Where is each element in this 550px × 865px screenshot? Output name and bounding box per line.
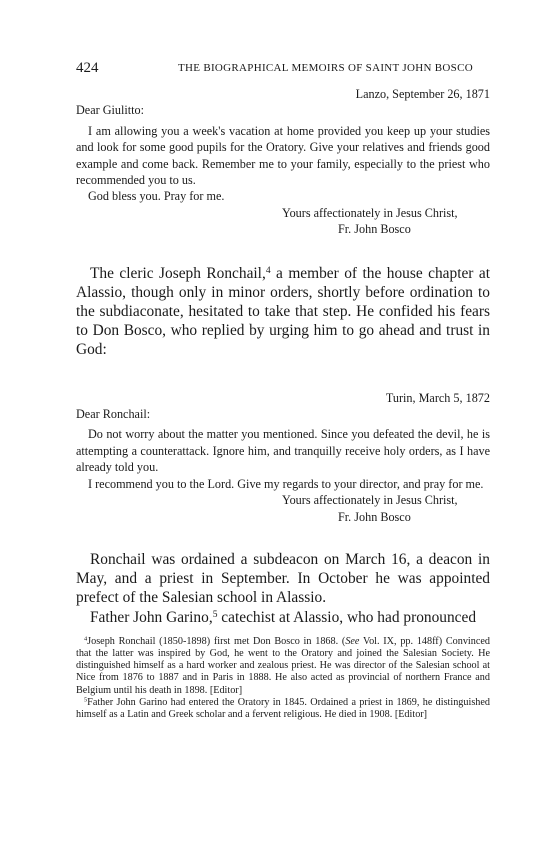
narrative-text: The cleric Joseph Ronchail, bbox=[90, 264, 266, 282]
footnote-reference: 4 bbox=[265, 264, 271, 276]
footnote bbox=[76, 636, 490, 697]
letter-to-giulitto bbox=[76, 86, 490, 238]
letter-paragraph: I recommend you to the Lord. Give my regards to your director, and pray for me. bbox=[88, 476, 484, 491]
letter-salutation: Dear Ronchail: bbox=[76, 407, 151, 422]
footnote-text: Father John Garino had entered the Oratory in 1845. Ordained a priest in 1869, he distinguished himself as a Latin and Greek scholar and a fervent religious. He died in 1908. [Editor] bbox=[76, 696, 490, 720]
page-header bbox=[76, 60, 490, 80]
letter-salutation: Dear Giulitto: bbox=[76, 103, 145, 118]
page-body bbox=[76, 86, 490, 721]
letter-paragraph: Do not worry about the matter you mentioned. Since you defeated the devil, he is attempting a counterattack. Ignore him, and tranquilly receive holy orders, as I have already told you. bbox=[76, 427, 490, 475]
narrative-text: a member of the house chapter at Alassio, though only in minor orders, shortly before ordination to the subdiaconate, hesitated to take that step. He confided his fears to Don Bosco, who replied by urging him to go ahead and trust in God: bbox=[76, 264, 490, 359]
letter-closing: Yours affectionately in Jesus Christ, bbox=[282, 205, 458, 220]
footnote-marker: 5 bbox=[84, 696, 88, 704]
running-head: THE BIOGRAPHICAL MEMOIRS OF SAINT JOHN BOSCO bbox=[178, 62, 473, 74]
letter-dateline: Lanzo, September 26, 1871 bbox=[355, 87, 490, 101]
footnote bbox=[76, 697, 490, 721]
narrative-text: catechist at Alassio, who had pronounced bbox=[217, 608, 477, 626]
page-number: 424 bbox=[76, 60, 99, 76]
narrative-section bbox=[76, 550, 490, 627]
footnotes bbox=[76, 636, 490, 721]
narrative-paragraph bbox=[76, 608, 490, 627]
letter-signature: Fr. John Bosco bbox=[338, 222, 411, 237]
footnote-reference: 5 bbox=[212, 608, 218, 620]
letter-closing: Yours affectionately in Jesus Christ, bbox=[282, 493, 458, 508]
letter-to-ronchail bbox=[76, 390, 490, 525]
letter-signature: Fr. John Bosco bbox=[338, 509, 411, 524]
letter-dateline: Turin, March 5, 1872 bbox=[385, 390, 490, 405]
footnote-marker: 4 bbox=[84, 635, 88, 643]
narrative-paragraph: Ronchail was ordained a subdeacon on March 16, a deacon in May, and a priest in September. In October he was appointed prefect of the Salesian school in Alassio. bbox=[76, 550, 490, 607]
footnote-italic: See bbox=[345, 635, 360, 647]
narrative-paragraph bbox=[76, 264, 490, 360]
footnote-text: Vol. IX, pp. 148ff) Convinced that the latter was inspired by God, he went to the Oratory and joined the Salesian Society. He distinguished himself as a hard worker and zealous priest. He was director of the Salesian school at Nice from 1876 to 1887 and in Paris in 1888. He also acted as provincial of northern France and Belgium until his death in 1898. [Editor] bbox=[76, 635, 490, 696]
letter-paragraph: God bless you. Pray for me. bbox=[88, 189, 225, 204]
letter-paragraph: I am allowing you a week's vacation at home provided you keep up your studies and look for some good pupils for the Oratory. Give your relatives and friends good example and come back. Remember me to your family, especially to the priest who recommended you to us. bbox=[76, 123, 490, 188]
footnote-text: Joseph Ronchail (1850-1898) first met Don Bosco in 1868. ( bbox=[87, 635, 346, 647]
narrative-text: Father John Garino, bbox=[90, 608, 213, 626]
